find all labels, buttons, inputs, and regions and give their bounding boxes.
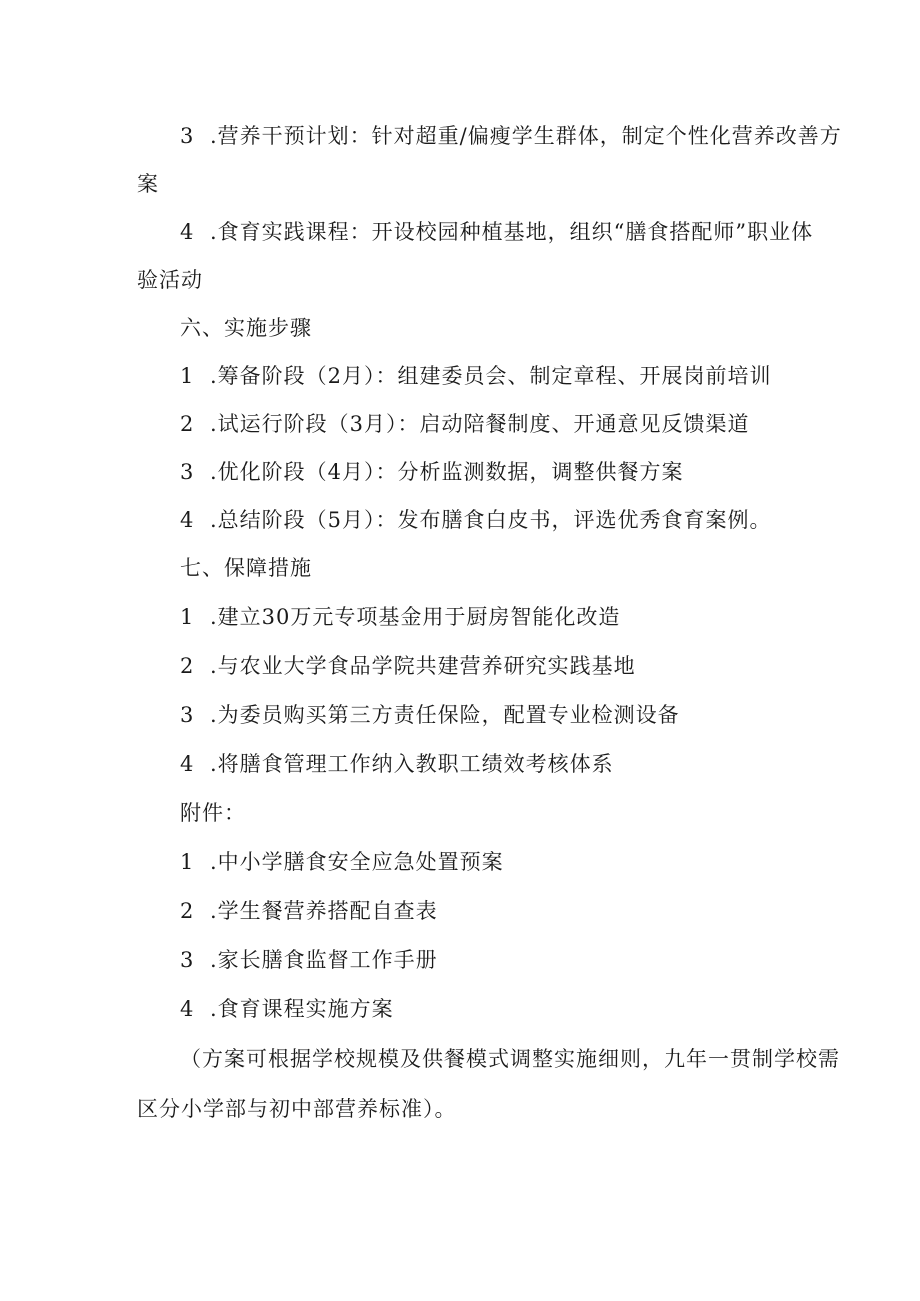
- item-text: .食育课程实施方案: [210, 997, 394, 1021]
- closing-note-line-1: （方案可根据学校规模及供餐模式调整实施细则，九年一贯制学校需: [180, 1047, 840, 1071]
- list-item: [180, 751, 614, 777]
- list-item: [180, 653, 636, 679]
- item-text: .营养干预计划：针对超重/偏瘦学生群体，制定个性化营养改善方: [210, 124, 842, 148]
- attachment-item: [180, 898, 438, 924]
- list-item: [180, 702, 680, 728]
- list-item-continuation: [137, 171, 159, 197]
- list-item: [180, 363, 772, 389]
- item-number: 1: [180, 850, 195, 874]
- item-text: .将膳食管理工作纳入教职工绩效考核体系: [210, 752, 614, 776]
- attachment-item: [180, 996, 394, 1022]
- item-number: 1: [180, 605, 195, 629]
- attachment-item: [180, 947, 438, 973]
- item-text-continuation: 案: [137, 172, 159, 196]
- item-number: 3: [180, 124, 195, 148]
- attachment-item: [180, 849, 504, 875]
- item-number: 1: [180, 364, 195, 388]
- item-number: 2: [180, 412, 195, 436]
- item-text: .学生餐营养搭配自查表: [210, 899, 438, 923]
- list-item: [180, 604, 620, 630]
- item-number: 3: [180, 703, 195, 727]
- item-text: .建立30万元专项基金用于厨房智能化改造: [210, 605, 621, 629]
- item-text: .为委员购买第三方责任保险，配置专业检测设备: [210, 703, 680, 727]
- item-text: .筹备阶段（2月）：组建委员会、制定章程、开展岗前培训: [210, 364, 772, 388]
- list-item: [180, 123, 842, 149]
- list-item: [180, 219, 813, 245]
- item-text-continuation: 验活动: [137, 268, 203, 292]
- item-text: .总结阶段（5月）：发布膳食白皮书，评选优秀食育案例。: [210, 508, 772, 532]
- item-number: 4: [180, 997, 195, 1021]
- item-number: 4: [180, 220, 195, 244]
- item-text: .试运行阶段（3月）：启动陪餐制度、开通意见反馈渠道: [210, 412, 750, 436]
- item-number: 2: [180, 899, 195, 923]
- list-item-continuation: [137, 267, 203, 293]
- item-text: .优化阶段（4月）：分析监测数据，调整供餐方案: [210, 460, 684, 484]
- item-number: 4: [180, 508, 195, 532]
- item-text: .中小学膳食安全应急处置预案: [210, 850, 504, 874]
- section-heading: 七、保障措施: [180, 556, 312, 580]
- attachments-heading: 附件：: [180, 801, 246, 825]
- list-item: [180, 411, 750, 437]
- list-item: [180, 459, 684, 485]
- item-text: .与农业大学食品学院共建营养研究实践基地: [210, 654, 636, 678]
- item-text: .食育实践课程：开设校园种植基地，组织“膳食搭配师”职业体: [210, 220, 814, 244]
- list-item: [180, 507, 772, 533]
- item-number: 3: [180, 460, 195, 484]
- section-heading: 六、实施步骤: [180, 316, 312, 340]
- closing-note-line-2: 区分小学部与初中部营养标准）。: [137, 1097, 457, 1121]
- item-text: .家长膳食监督工作手册: [210, 948, 438, 972]
- item-number: 2: [180, 654, 195, 678]
- item-number: 3: [180, 948, 195, 972]
- item-number: 4: [180, 752, 195, 776]
